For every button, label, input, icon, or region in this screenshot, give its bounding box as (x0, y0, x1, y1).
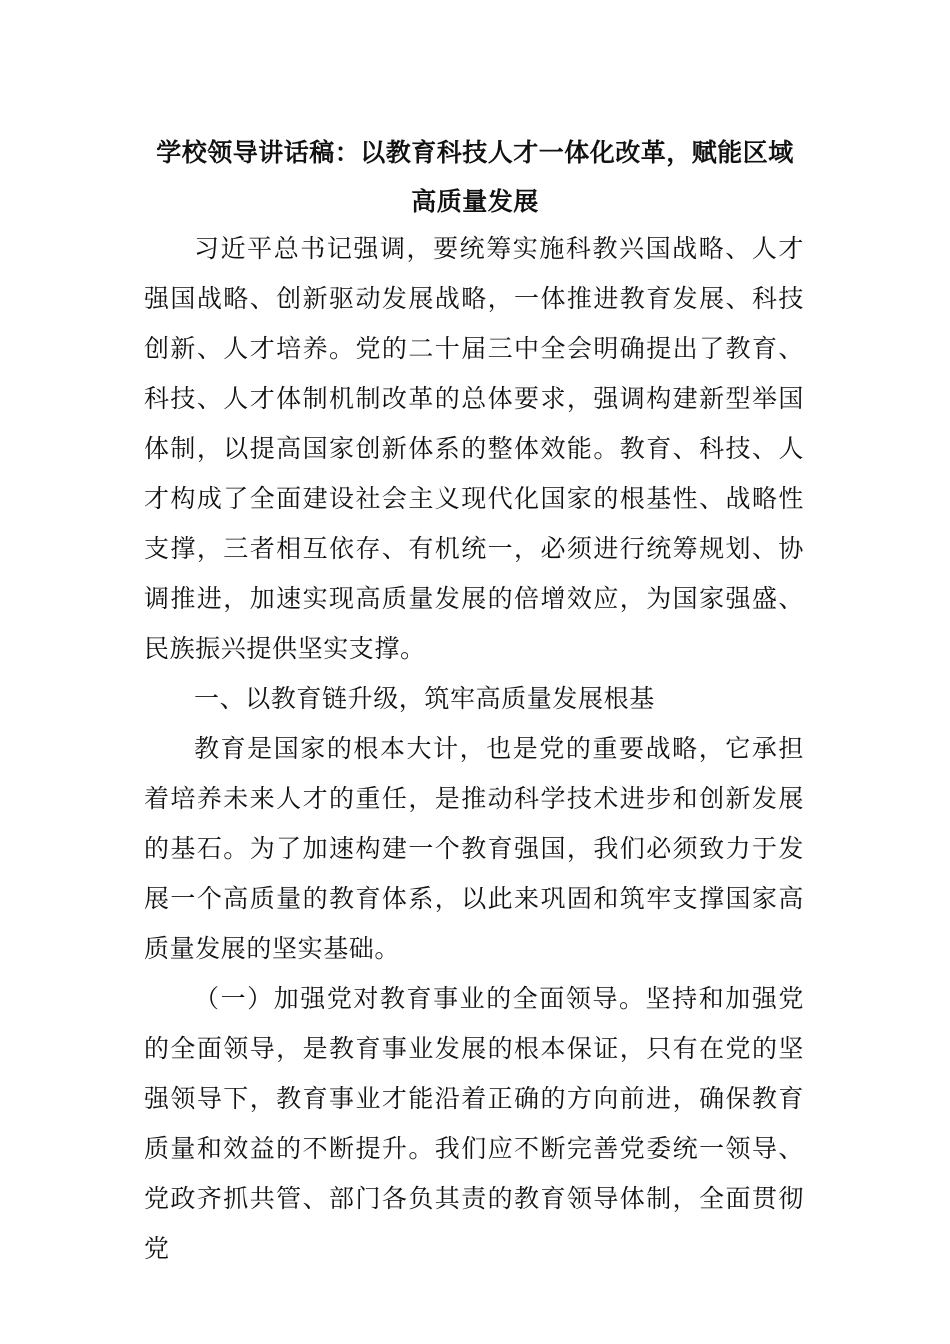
intro-paragraph: 习近平总书记强调，要统筹实施科教兴国战略、人才强国战略、创新驱动发展战略，一体推进教育发展、科技创新、人才培养。党的二十届三中全会明确提出了教育、科技、人才体制机制改革的总体要求，强调构建新型举国体制，以提高国家创新体系的整体效能。教育、科技、人才构成了全面建设社会主义现代化国家的根基性、战略性支撑，三者相互依存、有机统一，必须进行统筹规划、协调推进，加速实现高质量发展的倍增效应，为国家强盛、民族振兴提供坚实支撑。 (144, 234, 804, 663)
section-heading: 一、以教育链升级，筑牢高质量发展根基 (194, 684, 655, 713)
document-title-line-1: 学校领导讲话稿：以教育科技人才一体化改革，赋能区域 (156, 138, 794, 167)
section-paragraph: 教育是国家的根本大计，也是党的重要战略，它承担着培养未来人才的重任，是推动科学技术进步和创新发展的基石。为了加速构建一个教育强国，我们必须致力于发展一个高质量的教育体系，以此来巩固和筑牢支撑国家高质量发展的坚实基础。 (144, 734, 804, 963)
subsection-paragraph: （一）加强党对教育事业的全面领导。坚持和加强党的全面领导，是教育事业发展的根本保证，只有在党的坚强领导下，教育事业才能沿着正确的方向前进，确保教育质量和效益的不断提升。我们应不断完善党委统一领导、党政齐抓共管、部门各负其责的教育领导体制，全面贯彻党 (144, 984, 804, 1263)
document-body (144, 224, 804, 1274)
document-title-line-2: 高质量发展 (411, 187, 539, 216)
